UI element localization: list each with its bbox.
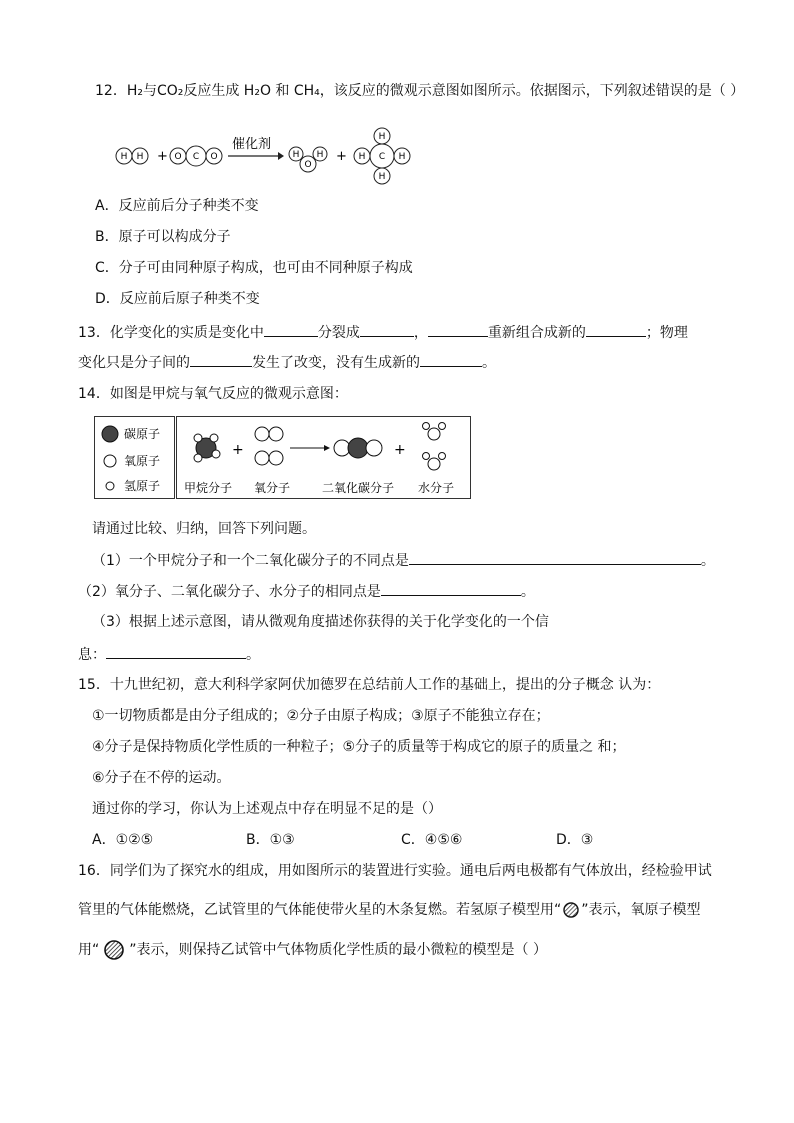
q15-point2: ④分子是保持物质化学性质的一种粒子；⑤分子的质量等于构成它的原子的质量之 和； xyxy=(92,739,626,755)
q15-option-d[interactable]: D．③ xyxy=(556,832,594,848)
q14-q2: （2）氧分子、二氧化碳分子、水分子的相同点是 。 xyxy=(78,581,535,602)
blank[interactable] xyxy=(381,581,521,596)
svg-text:C: C xyxy=(378,152,386,162)
svg-text:C: C xyxy=(192,152,200,162)
svg-text:H: H xyxy=(378,172,386,182)
hydrogen-model-icon xyxy=(561,902,581,918)
q13-line2: 变化只是分子间的 发生了改变，没有生成新的 。 xyxy=(78,352,496,373)
q12-stem: 12．H₂与CO₂反应生成 H₂O 和 CH₄，该反应的微观示意图如图所示。依据图示，下列叙述错误的是（ ） xyxy=(95,83,745,99)
q14-q1: （1）一个甲烷分子和一个二氧化碳分子的不同点是 。 xyxy=(92,550,715,571)
blank[interactable] xyxy=(264,322,318,337)
co2-molecule-q14 xyxy=(334,438,382,458)
q15-option-a[interactable]: A．①②⑤ xyxy=(92,832,154,848)
blank[interactable] xyxy=(360,322,414,337)
q16-line3: 用“ ”表示，则保持乙试管中气体物质化学性质的最小微粒的模型是（ ） xyxy=(78,942,547,958)
svg-text:O: O xyxy=(304,160,312,170)
blank[interactable] xyxy=(428,322,488,337)
arrow-head xyxy=(278,152,284,160)
svg-text:H: H xyxy=(378,132,386,142)
catalyst-label: 催化剂 xyxy=(232,137,272,152)
methane-molecule xyxy=(194,434,220,462)
q14-intro: 请通过比较、归纳，回答下列问题。 xyxy=(92,521,316,537)
ch4-molecule xyxy=(354,128,410,184)
svg-text:+: + xyxy=(232,442,244,458)
svg-text:+: + xyxy=(394,442,406,458)
label-co2: 二氧化碳分子 xyxy=(322,481,395,495)
blank[interactable] xyxy=(190,352,252,367)
legend-carbon: 碳原子 xyxy=(124,427,161,441)
svg-text:H: H xyxy=(316,150,324,160)
q12-option-a[interactable]: A．反应前后分子种类不变 xyxy=(95,198,259,214)
q12-option-c[interactable]: C．分子可由同种原子构成，也可由不同种原子构成 xyxy=(95,260,413,276)
svg-text:H: H xyxy=(398,152,406,162)
q15-ask: 通过你的学习，你认为上述观点中存在明显不足的是（） xyxy=(92,801,442,817)
q15-stem: 15．十九世纪初，意大利科学家阿伏加德罗在总结前人工作的基础上，提出的分子概念 认为： xyxy=(78,677,661,693)
svg-text:O: O xyxy=(174,152,182,162)
q16-line1: 16．同学们为了探究水的组成，用如图所示的装置进行实验。通电后两电极都有气体放出，经检验甲试 xyxy=(78,863,712,879)
blank[interactable] xyxy=(409,550,701,565)
svg-text:H: H xyxy=(292,150,300,160)
oxygen-model-icon xyxy=(99,940,129,960)
blank[interactable] xyxy=(420,352,482,367)
q14-q3b: 息： 。 xyxy=(78,644,260,665)
q12-reaction-diagram xyxy=(112,124,422,188)
q12-option-b[interactable]: B．原子可以构成分子 xyxy=(95,229,231,245)
q14-methane-diagram xyxy=(94,416,474,500)
legend-hydrogen: 氢原子 xyxy=(124,479,161,493)
blank[interactable] xyxy=(106,644,246,659)
q13-line1: 13．化学变化的实质是变化中 分裂成 ， 重新组合成新的 ；物理 xyxy=(78,322,688,343)
q16-line2: 管里的气体能燃烧，乙试管里的气体能使带火星的木条复燃。若氢原子模型用“ ”表示，氧原子模型 xyxy=(78,902,701,918)
svg-text:H: H xyxy=(358,152,366,162)
q15-point1: ①一切物质都是由分子组成的；②分子由原子构成；③原子不能独立存在； xyxy=(92,708,550,724)
label-oxygen: 氧分子 xyxy=(254,481,291,495)
label-methane: 甲烷分子 xyxy=(184,481,233,495)
svg-text:H: H xyxy=(120,152,128,162)
blank[interactable] xyxy=(586,322,646,337)
q14-q3a: （3）根据上述示意图，请从微观角度描述你获得的关于化学变化的一个信 xyxy=(92,614,549,630)
svg-text:O: O xyxy=(210,152,218,162)
svg-text:H: H xyxy=(136,152,144,162)
legend-oxygen: 氧原子 xyxy=(124,454,161,468)
h2-molecule xyxy=(116,148,148,164)
co2-molecule xyxy=(170,146,222,166)
plus-sign: + xyxy=(157,149,168,164)
label-water: 水分子 xyxy=(418,481,455,495)
q15-option-b[interactable]: B．①③ xyxy=(246,832,295,848)
h2o-molecule xyxy=(289,147,327,172)
q12-option-d[interactable]: D．反应前后原子种类不变 xyxy=(95,291,260,307)
q14-stem: 14．如图是甲烷与氧气反应的微观示意图： xyxy=(78,386,348,402)
q15-option-c[interactable]: C．④⑤⑥ xyxy=(401,832,463,848)
q15-point3: ⑥分子在不停的运动。 xyxy=(92,770,231,786)
plus-sign: + xyxy=(336,149,347,164)
